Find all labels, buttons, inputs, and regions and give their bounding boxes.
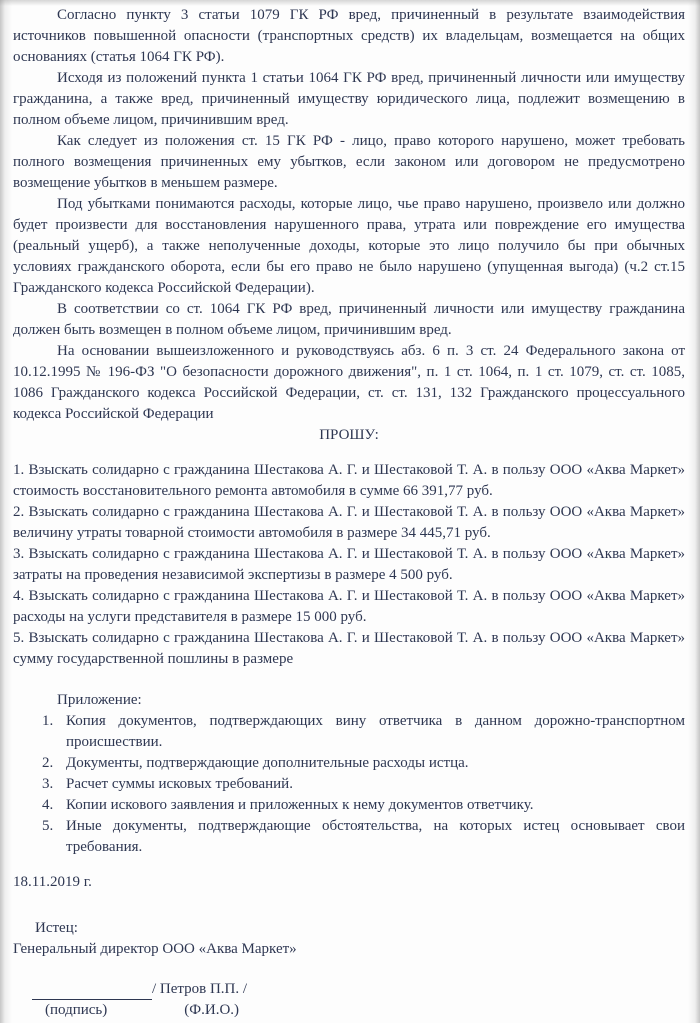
claim-item-2: 2. Взыскать солидарно с гражданина Шестакова А. Г. и Шестаковой Т. А. в пользу ООО «Аква Маркет» величину утраты товарной стоимости автомобиля в размере 34 445,71 руб. bbox=[13, 504, 685, 541]
intro-paragraph-2: Исходя из положений пункта 1 статьи 1064 ГК РФ вред, причиненный личности или имуществу гражданина, а также вред, причиненный имуществу юридического лица, подлежит возмещению в полном объеме лицом, причинившим вред. bbox=[13, 70, 685, 128]
intro-paragraph-1: Согласно пункту 3 статьи 1079 ГК РФ вред, причиненный в результате взаимодействия источников повышенной опасности (транспортных средств) их владельцам, возмещается на общих основаниях (статья 1064 ГК РФ). bbox=[13, 7, 685, 65]
claim-item-1: 1. Взыскать солидарно с гражданина Шестакова А. Г. и Шестаковой Т. А. в пользу ООО «Аква Маркет» стоимость восстановительного ремонта автомобиля в сумме 66 391,77 руб. bbox=[13, 462, 685, 499]
signature-caption: (подпись) bbox=[45, 1002, 108, 1018]
claim-item-4: 4. Взыскать солидарно с гражданина Шестакова А. Г. и Шестаковой Т. А. в пользу ООО «Аква Маркет» расходы на услуги представителя в размере 15 000 руб. bbox=[13, 588, 685, 625]
appendix-label: Приложение: bbox=[57, 692, 142, 708]
appendix-item-text: Иные документы, подтверждающие обстоятельства, на которых истец основывает свои требования. bbox=[66, 818, 685, 855]
appendix-section bbox=[13, 690, 685, 858]
appendix-item-number: 3. bbox=[42, 776, 54, 792]
intro-paragraph-4: Под убытками понимаются расходы, которые лицо, чье право нарушено, произвело или должно будет произвести для восстановления нарушенного права, утрата или повреждение его имущества (реальный ущерб), а также неполученные доходы, которые это лицо получило бы при обычных условиях гражданского оборота, если бы его право не было нарушено (упущенная выгода) (ч.2 ст.15 Гражданского кодекса Российской Федерации). bbox=[13, 196, 685, 296]
signature-block bbox=[13, 918, 685, 1021]
appendix-item-5 bbox=[42, 816, 685, 858]
appendix-item-number: 1. bbox=[42, 713, 54, 729]
appendix-item-text: Документы, подтверждающие дополнительные расходы истца. bbox=[66, 755, 469, 771]
claims-list bbox=[13, 460, 685, 670]
appendix-item-1 bbox=[42, 711, 685, 753]
plaintiff-title: Генеральный директор ООО «Аква Маркет» bbox=[13, 941, 297, 957]
document-date: 18.11.2019 г. bbox=[13, 874, 92, 890]
appendix-item-number: 4. bbox=[42, 797, 54, 813]
signatory-name: / Петров П.П. / bbox=[152, 981, 248, 997]
claim-item-5: 5. Взыскать солидарно с гражданина Шестакова А. Г. и Шестаковой Т. А. в пользу ООО «Аква Маркет» сумму государственной пошлины в размере bbox=[13, 630, 685, 667]
name-caption: (Ф.И.О.) bbox=[184, 1002, 240, 1018]
legal-basis-paragraph: На основании вышеизложенного и руководствуясь абз. 6 п. 3 ст. 24 Федерального закона от 10.12.1995 № 196-ФЗ "О безопасности дорожного движения", п. 1 ст. 1064, п. 1 ст. 1079, ст. ст. 1085, 1086 Гражданского кодекса Российской Федерации, ст. ст. 131, 132 Гражданского процессуального кодекса Российской Федерации bbox=[13, 343, 685, 422]
appendix-item-2 bbox=[42, 753, 685, 774]
appendix-item-3 bbox=[42, 774, 685, 795]
signature-line bbox=[32, 981, 152, 1000]
intro-paragraph-3: Как следует из положения ст. 15 ГК РФ - лицо, право которого нарушено, может требовать полного возмещения причиненных ему убытков, если законом или договором не предусмотрено возмещение убытков в меньшем размере. bbox=[13, 133, 685, 191]
signature-row bbox=[13, 979, 685, 1000]
appendix-item-number: 2. bbox=[42, 755, 54, 771]
claim-item-3: 3. Взыскать солидарно с гражданина Шестакова А. Г. и Шестаковой Т. А. в пользу ООО «Аква Маркет» затраты на проведения независимой экспертизы в размере 4 500 руб. bbox=[13, 546, 685, 583]
appendix-item-text: Расчет суммы исковых требований. bbox=[66, 776, 293, 792]
appendix-item-number: 5. bbox=[42, 818, 54, 834]
intro-paragraph-5: В соответствии со ст. 1064 ГК РФ вред, причиненный личности или имуществу гражданина должен быть возмещен в полном объеме лицом, причинившим вред. bbox=[13, 301, 685, 338]
signature-captions bbox=[13, 1000, 685, 1021]
appendix-item-text: Копия документов, подтверждающих вину ответчика в данном дорожно-транспортном происшествии. bbox=[66, 713, 685, 750]
plaintiff-label: Истец: bbox=[35, 920, 78, 936]
request-heading: ПРОШУ: bbox=[319, 427, 379, 443]
appendix-item-text: Копии искового заявления и приложенных к нему документов ответчику. bbox=[66, 797, 534, 813]
appendix-item-4 bbox=[42, 795, 685, 816]
